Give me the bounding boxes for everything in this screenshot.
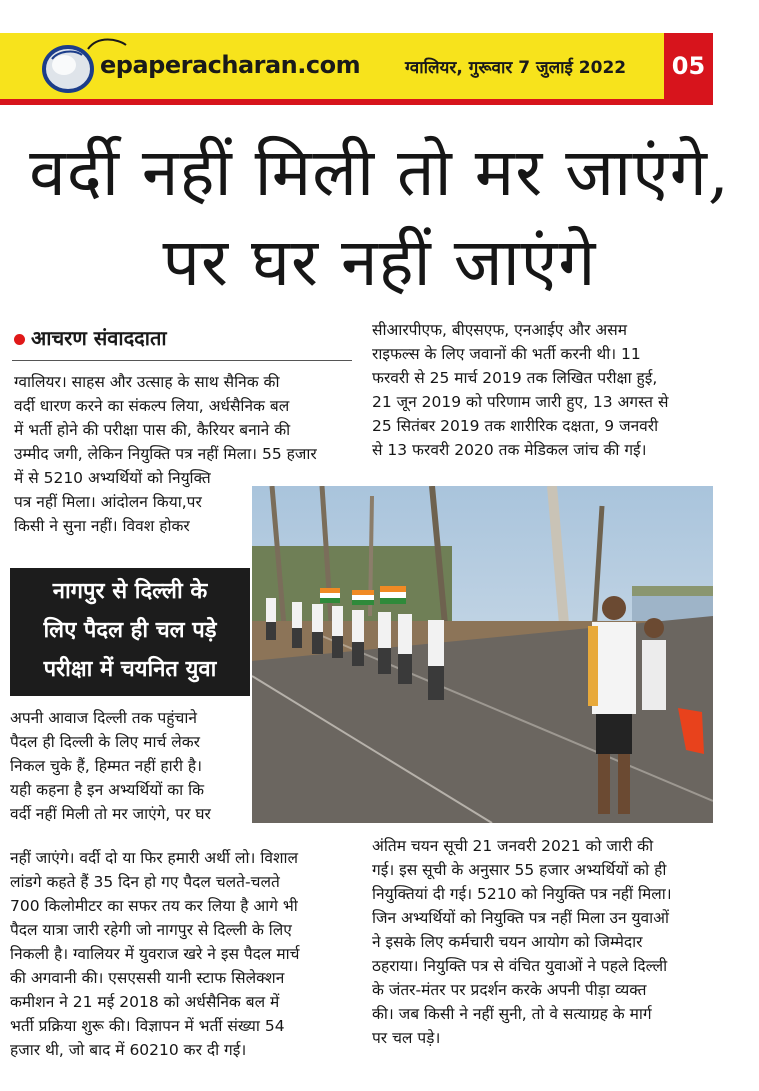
text-line: में से 5210 अभ्यर्थियों को नियुक्ति bbox=[14, 469, 211, 487]
left-column-bottom bbox=[10, 846, 352, 1062]
text-line: निकल चुके हैं, हिम्मत नहीं हारी है। bbox=[10, 757, 203, 775]
text-line: अंतिम चयन सूची 21 जनवरी 2021 को जारी की bbox=[372, 837, 654, 855]
text-line: पैदल ही दिल्ली के लिए मार्च लेकर bbox=[10, 733, 200, 751]
text-line: यही कहना है इन अभ्यर्थियों का कि bbox=[10, 781, 205, 799]
text-line: राइफल्स के लिए जवानों की भर्ती करनी थी। 11 bbox=[372, 345, 641, 363]
callout-line-1: नागपुर से दिल्ली के bbox=[52, 579, 208, 604]
text-line: के जंतर-मंतर पर प्रदर्शन करके अपनी पीड़ा व्यक्त bbox=[372, 981, 647, 999]
headline-line-2: पर घर नहीं जाएंगे bbox=[162, 224, 597, 301]
masthead bbox=[0, 33, 713, 105]
text-line: अपनी आवाज दिल्ली तक पहुंचाने bbox=[10, 709, 197, 727]
text-line: नियुक्तियां दी गई। 5210 को नियुक्ति पत्र नहीं मिला। bbox=[372, 885, 672, 903]
text-line: गई। इस सूची के अनुसार 55 हजार अभ्यर्थियों को ही bbox=[372, 861, 667, 879]
text-line: पर चल पड़े। bbox=[372, 1029, 441, 1047]
left-column-top bbox=[14, 370, 352, 466]
text-line: कमीशन ने 21 मई 2018 को अर्धसैनिक बल में bbox=[10, 993, 280, 1011]
left-column-narrow bbox=[14, 466, 242, 538]
text-line: में भर्ती होने की परीक्षा पास की, कैरियर बनाने की bbox=[14, 421, 291, 439]
news-photo-marchers bbox=[252, 486, 713, 823]
text-line: उम्मीद जगी, लेकिन नियुक्ति पत्र नहीं मिला। 55 हजार bbox=[14, 445, 317, 463]
text-line: फरवरी से 25 मार्च 2019 तक लिखित परीक्षा हुई, bbox=[372, 369, 658, 387]
text-line: सीआरपीएफ, बीएसएफ, एनआईए और असम bbox=[372, 321, 627, 339]
byline-text: आचरण संवाददाता bbox=[31, 326, 167, 350]
byline-rule bbox=[12, 360, 352, 361]
text-line: पत्र नहीं मिला। आंदोलन किया,पर bbox=[14, 493, 202, 511]
text-line: ने इसके लिए कर्मचारी चयन आयोग को जिम्मेदार bbox=[372, 933, 643, 951]
text-line: की अगवानी की। एसएससी यानी स्टाफ सिलेक्शन bbox=[10, 969, 285, 987]
site-name[interactable]: epaperacharan.com bbox=[100, 51, 361, 79]
text-line: ग्वालियर। साहस और उत्साह के साथ सैनिक की bbox=[14, 373, 280, 391]
text-line: जिन अभ्यर्थियों को नियुक्ति पत्र नहीं मिला उन युवाओं bbox=[372, 909, 669, 927]
byline bbox=[14, 324, 167, 351]
edition-dateline: ग्वालियर, गुरूवार 7 जुलाई 2022 bbox=[405, 58, 627, 78]
left-column-middle bbox=[10, 706, 242, 826]
text-line: की। जब किसी ने नहीं सुनी, तो वे सत्याग्रह के मार्ग bbox=[372, 1005, 652, 1023]
text-line: भर्ती प्रक्रिया शुरू की। विज्ञापन में भर्ती संख्या 54 bbox=[10, 1017, 285, 1035]
text-line: पैदल यात्रा जारी रहेगी जो नागपुर से दिल्ली के लिए bbox=[10, 921, 292, 939]
text-line: वर्दी धारण करने का संकल्प लिया, अर्धसैनिक बल bbox=[14, 397, 290, 415]
red-bullet-icon bbox=[14, 334, 25, 345]
text-line: निकली है। ग्वालियर में युवराज खरे ने इस पैदल मार्च bbox=[10, 945, 300, 963]
text-line: किसी ने सुना नहीं। विवश होकर bbox=[14, 517, 190, 535]
text-line: 700 किलोमीटर का सफर तय कर लिया है आगे भी bbox=[10, 897, 298, 915]
headline-line-1: वर्दी नहीं मिली तो मर जाएंगे, bbox=[29, 134, 730, 211]
marchers-photo-illustration bbox=[252, 486, 713, 823]
text-line: से 13 फरवरी 2020 तक मेडिकल जांच की गई। bbox=[372, 441, 647, 459]
callout-line-3: परीक्षा में चयनित युवा bbox=[43, 657, 217, 682]
right-column-bottom bbox=[372, 834, 712, 1050]
text-line: हजार थी, जो बाद में 60210 कर दी गई। bbox=[10, 1041, 247, 1059]
page-number: 05 bbox=[664, 33, 713, 99]
callout-line-2: लिए पैदल ही चल पड़े bbox=[43, 618, 217, 643]
text-line: वर्दी नहीं मिली तो मर जाएंगे, पर घर bbox=[10, 805, 211, 823]
text-line: नहीं जाएंगे। वर्दी दो या फिर हमारी अर्थी लो। विशाल bbox=[10, 849, 299, 867]
subheading-callout bbox=[10, 568, 250, 696]
headline bbox=[0, 128, 759, 308]
text-line: 21 जून 2019 को परिणाम जारी हुए, 13 अगस्त से bbox=[372, 393, 669, 411]
text-line: 25 सितंबर 2019 तक शारीरिक दक्षता, 9 जनवरी bbox=[372, 417, 659, 435]
text-line: लांडगे कहते हैं 35 दिन हो गए पैदल चलते-चलते bbox=[10, 873, 280, 891]
right-column-top bbox=[372, 318, 712, 462]
text-line: ठहराया। नियुक्ति पत्र से वंचित युवाओं ने पहले दिल्ली bbox=[372, 957, 668, 975]
